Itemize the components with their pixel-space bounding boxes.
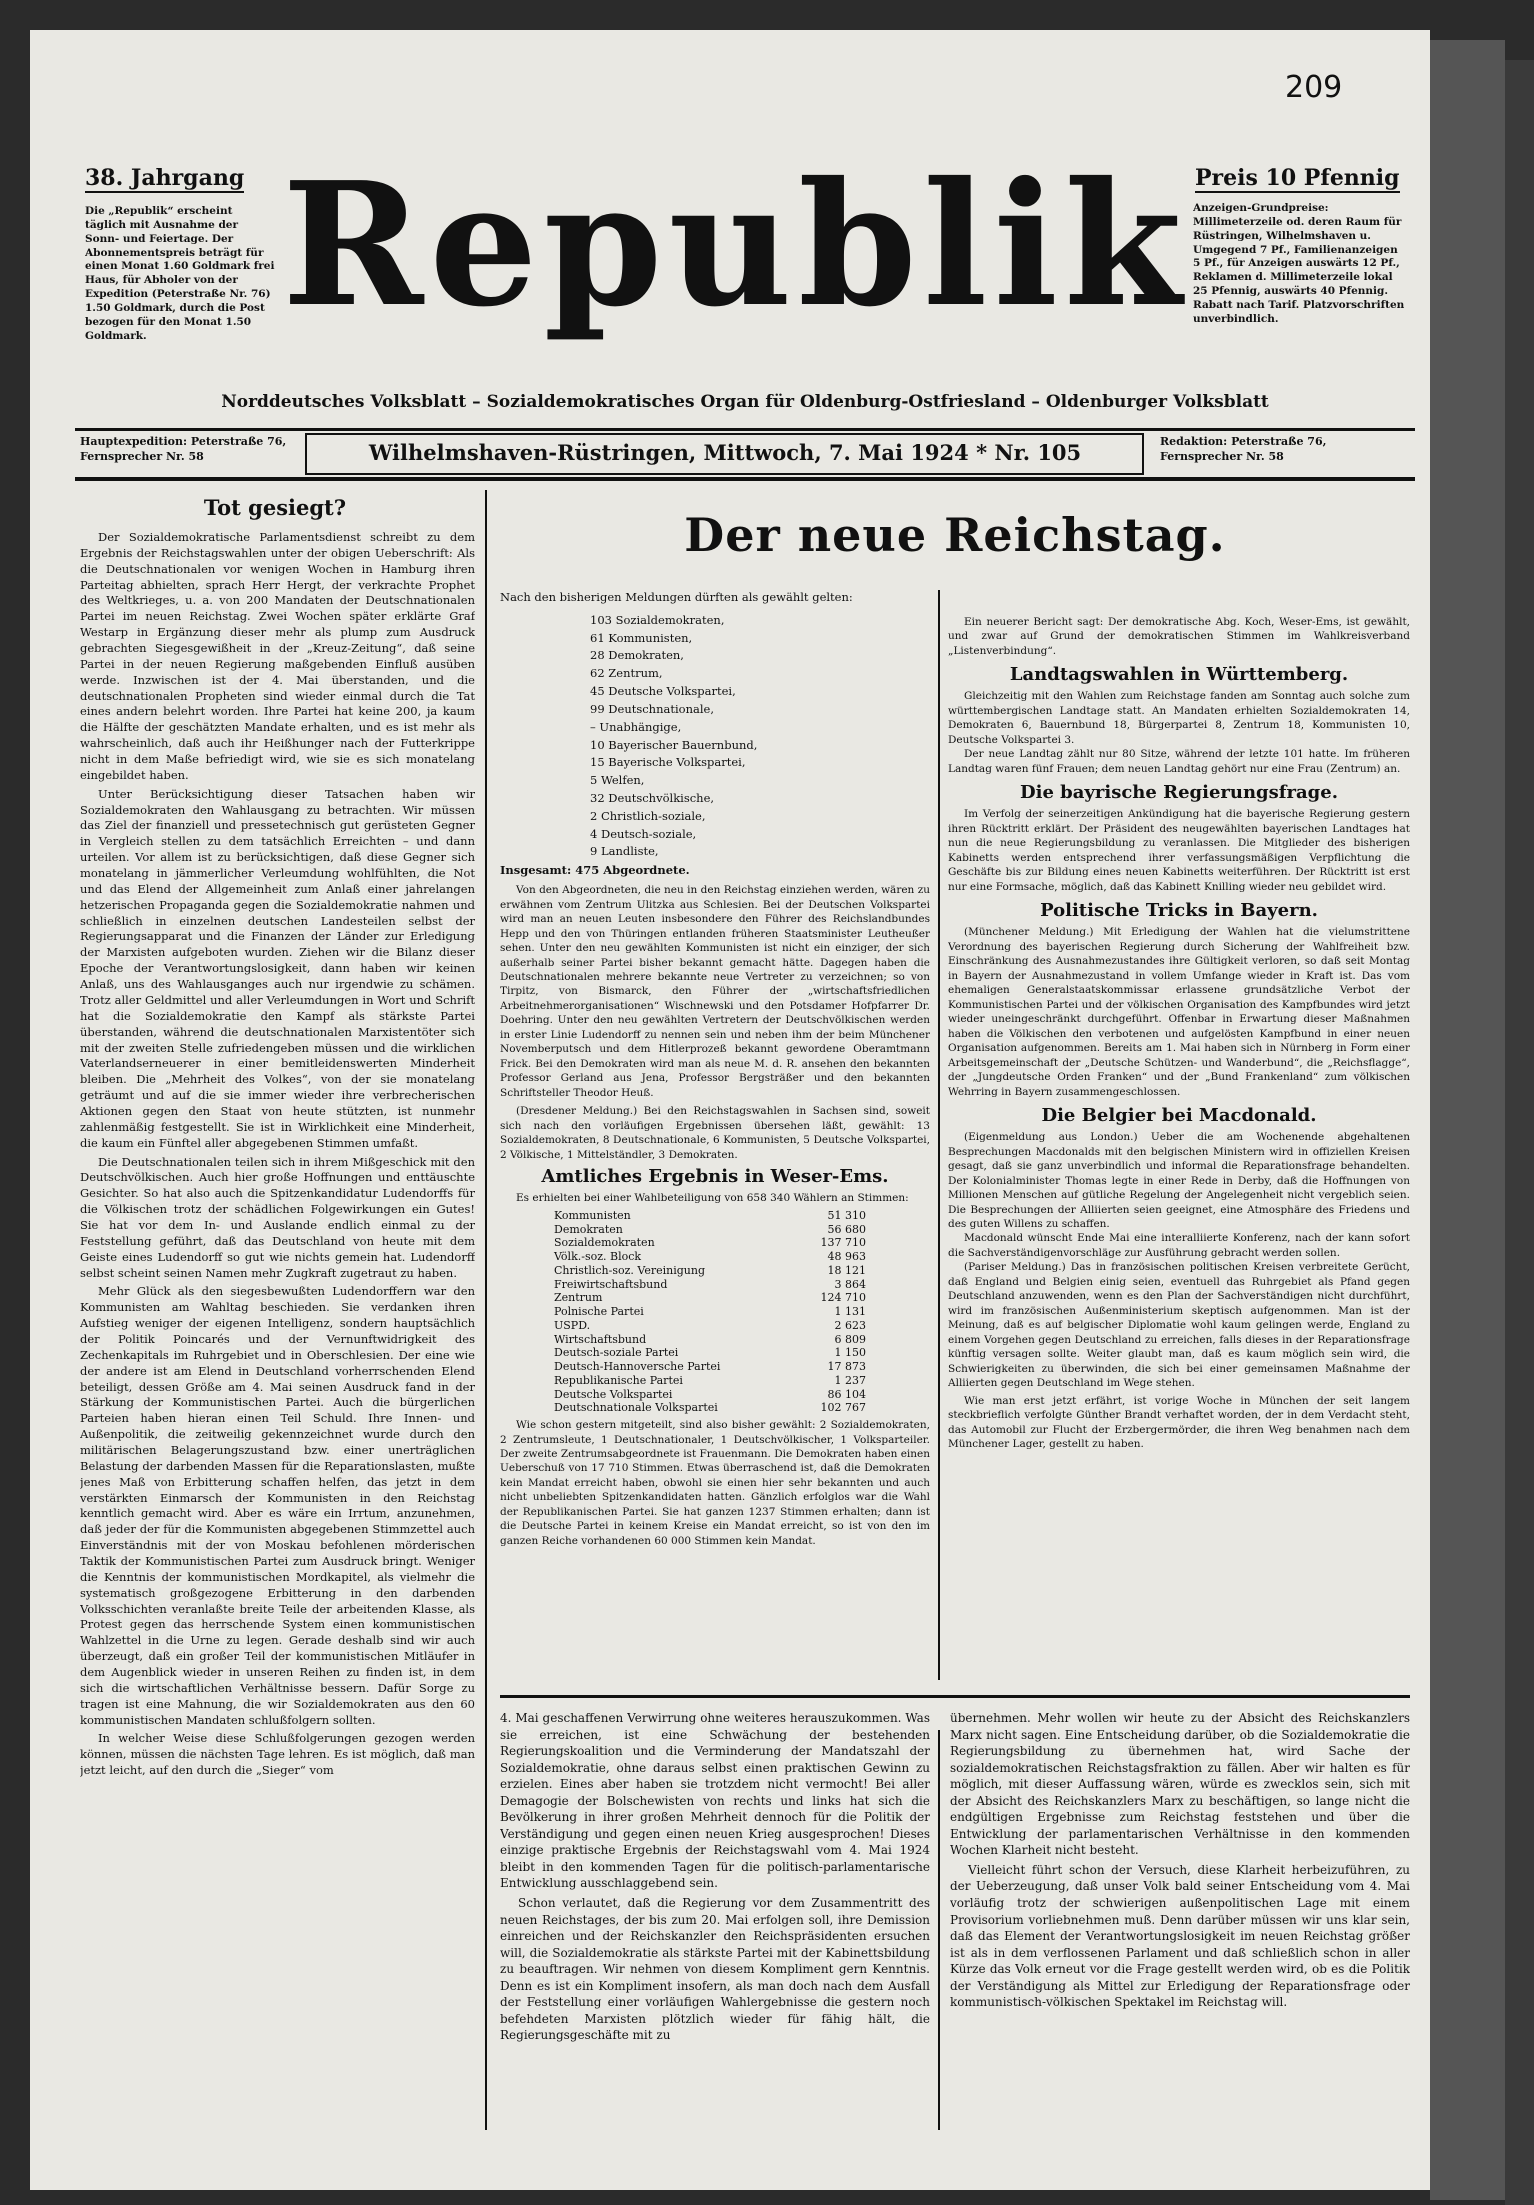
- center-paragraph-2: (Dresdener Meldung.) Bei den Reichstagswahlen in Sachsen sind, soweit sich nach den vorläufigen Ergebnissen übersehen läßt, gewählt: 13 Sozialdemokraten, 8 Deutschnationale, 6 Kommunisten, 5 Deutsche Volkspartei, 2 Völkische, 1 Mittelständler, 3 Demokraten.: [500, 1105, 930, 1161]
- bottom-right-paragraph: Vielleicht führt schon der Versuch, diese Klarheit herbeizuführen, zu der Ueberzeugung, daß unser Volk bald seiner Entscheidung vom 4. Mai vorläufig trotz der schwierigen außenpolitischen Lage mit einem Provisorium vorliebnehmen muß. Denn darüber müssen wir uns klar sein, daß das Element der Verantwortungslosigkeit im neuen Reichstag größer ist als in dem verflossenen Parlament und daß schließlich schon in aller Kürze das Volk erneut vor die Frage gestellt werden wird, ob es die Politik der Verständigung als Mittel zur Erledigung der Reparationsfrage oder kommunistisch-völkischen Spektakel im Reichstag will.: [950, 1862, 1410, 2010]
- page-number: 209: [1285, 70, 1343, 105]
- right-paragraph-1: Gleichzeitig mit den Wahlen zum Reichstage fanden am Sonntag auch solche zum württembergischen Landtage statt. An Mandaten erhielten Sozialdemokraten 14, Demokraten 6, Bauernbund 18, Bürgerpartei 8, Zentrum 18, Kommunisten 10, Deutsche Volkspartei 3.: [948, 690, 1410, 746]
- editorial-info: Redaktion: Peterstraße 76, Fernsprecher Nr. 58: [1160, 435, 1327, 463]
- result-row: [550, 1319, 870, 1333]
- party-seat-item: 61 Kommunisten,: [590, 630, 693, 645]
- newspaper-page: [30, 30, 1430, 2190]
- right-paragraph-2: Im Verfolg der seinerzeitigen Ankündigung hat die bayerische Regierung gestern ihren Rücktritt erklärt. Der Präsident des neugewählten bayerischen Landtages hat nun die neue Regierungsbildung zu veranlassen. Die Mitglieder des bisherigen Kabinetts werden entsprechend ihrer verfassungsmäßigen Verpflichtung die Geschäfte bis zur Bildung eines neuen Kabinetts weiterführen. Der Rücktritt ist erst nur eine Formsache, möglich, daß das Kabinett Knilling wieder neu gebildet wird.: [948, 808, 1410, 893]
- header-rule-bottom: [75, 477, 1415, 481]
- party-seat-item: 28 Demokraten,: [590, 648, 684, 663]
- party-seat-item: 5 Welfen,: [590, 773, 645, 788]
- binding-edge: [1430, 40, 1505, 2200]
- result-party: Sozialdemokraten: [554, 1236, 655, 1250]
- party-seat-item: 2 Christlich-soziale,: [590, 808, 706, 823]
- result-party: Völk.-soz. Block: [554, 1250, 642, 1264]
- left-article-title: Tot gesiegt?: [203, 495, 347, 520]
- result-party: Deutsch-Hannoversche Partei: [554, 1360, 721, 1374]
- right-paragraph-0: Ein neuerer Bericht sagt: Der demokratische Abg. Koch, Weser-Ems, ist gewählt, und zwar auf Grund der demokratischen Stimmen im Wahlkreisverband „Listenverbindung“.: [948, 616, 1410, 657]
- result-row: [550, 1291, 870, 1305]
- result-party: Christlich-soz. Vereinigung: [554, 1263, 705, 1277]
- weser-ems-title: Amtliches Ergebnis in Weser-Ems.: [541, 1166, 889, 1188]
- date-line: Wilhelmshaven-Rüstringen, Mittwoch, 7. Mai 1924 * Nr. 105: [368, 440, 1082, 465]
- result-party: Zentrum: [554, 1291, 603, 1305]
- result-votes: 56 680: [827, 1222, 866, 1236]
- party-seat-item: 103 Sozialdemokraten,: [590, 612, 725, 627]
- result-row: [550, 1374, 870, 1388]
- weser-ems-results-table: [550, 1209, 870, 1415]
- result-votes: 137 710: [820, 1236, 866, 1250]
- result-votes: 2 623: [834, 1318, 866, 1332]
- bottom-middle-paragraph: Schon verlautet, daß die Regierung vor dem Zusammentritt des neuen Reichstages, der bis zum 20. Mai erfolgen soll, ihre Demission einreichen und der Reichskanzler den Reichspräsidenten ersuchen will, die Sozialdemokratie als stärkste Partei mit der Kabinettsbildung zu beauftragen. Wir nehmen von diesem Kompliment gern Kenntnis. Denn es ist ein Kompliment insofern, als man doch nach dem Ausfall der Feststellung einer vorläufigen Wahlergebnisse die gestern noch befehdeten Marxisten plötzlich wieder für fähig hält, die Regierungsgeschäfte mit zu: [500, 1896, 930, 2043]
- result-votes: 6 809: [834, 1332, 866, 1346]
- left-article-body: [80, 530, 475, 2130]
- seat-total: Insgesamt: 475 Abgeordnete.: [500, 863, 690, 878]
- left-paragraph: In welcher Weise diese Schlußfolgerungen gezogen werden können, müssen die nächsten Tage lehren. Es ist möglich, daß man jetzt leicht, auf den durch die „Sieger“ vom: [80, 1731, 475, 1778]
- party-seat-item: 32 Deutschvölkische,: [590, 790, 715, 805]
- result-party: Deutschnationale Volkspartei: [554, 1401, 718, 1415]
- result-row: [550, 1360, 870, 1374]
- left-paragraph: Der Sozialdemokratische Parlamentsdienst schreibt zu dem Ergebnis der Reichstagswahlen unter der obigen Ueberschrift: Als die Deutschnationalen vor wenigen Wochen in Hamburg ihren Parteitag abhielten, sprach Herr Hergt, der verkrachte Prophet des Weltkrieges, u. a. von 200 Mandaten der Deutschnationalen Partei im neuen Reichstag. Zwei Wochen später erklärte Graf Westarp in Ergänzung dieser mehr als plump zum Ausdruck gebrachten Siegesgewißheit in der „Kreuz-Zeitung“, daß seine Partei in der neuen Regierung maßgebenden Einfluß ausüben werde. Inzwischen ist der 4. Mai überstanden, und die deutschnationalen Propheten sind wieder einmal durch die Tat eines andern belehrt worden. Ihre Partei hat keine 200, ja kaum die Hälfte der geschätzten Mandate erhalten, und es ist mehr als wahrscheinlich, daß auch ihr Heißhunger nach der Futterkrippe nicht in dem Maße befriedigt wird, wie sie es sich monatelang eingebildet haben.: [80, 530, 475, 782]
- party-seat-item: 9 Landliste,: [590, 844, 659, 859]
- result-votes: 1 237: [834, 1373, 866, 1387]
- party-seat-item: 4 Deutsch-soziale,: [590, 826, 697, 841]
- wuerttemberg-title: Landtagswahlen in Württemberg.: [1009, 664, 1349, 686]
- result-votes: 48 963: [827, 1250, 866, 1264]
- bottom-middle-column: [500, 1710, 930, 2130]
- center-column: [500, 590, 930, 1690]
- column-rule-3: [938, 1730, 940, 2130]
- right-paragraph-1b: Der neue Landtag zählt nur 80 Sitze, während der letzte 101 hatte. Im früheren Landtag waren fünf Frauen; dem neuen Landtag gehört nur eine Frau (Zentrum) an.: [948, 748, 1410, 775]
- party-seat-item: 15 Bayerische Volkspartei,: [590, 755, 746, 770]
- belgians-title: Die Belgier bei Macdonald.: [1041, 1105, 1317, 1127]
- main-headline: Der neue Reichstag.: [684, 508, 1226, 562]
- left-paragraph: Unter Berücksichtigung dieser Tatsachen haben wir Sozialdemokraten den Wahlausgang zu betrachten. Wir müssen das Ziel der finanziell und pressetechnisch gut gerüsteten Gegner in Vergleich stellen zu dem tatsächlich Erreichten – und dann urteilen. Vor allem ist zu berücksichtigen, daß diese Gegner sich monatelang in jämmerlicher Verleumdung wohlfühlten, die Not und das Elend der Allgemeinheit zum Anlaß einer jahrelangen hetzerischen Propaganda gegen die Sozialdemokratie nahmen und schließlich in einzelnen deutschen Landesteilen selbst der Regierungsapparat und die Finanzen der Länder zur Erledigung der Marxisten aufgeboten wurden. Ziehen wir die Bilanz dieser Epoche der Verantwortungslosigkeit, dann haben wir keinen Anlaß, uns des Wahlausganges auch nur irgendwie zu schämen. Trotz aller Geldmittel und aller Verleumdungen in Wort und Schrift hat die Sozialdemokratie den Kampf als stärkste Partei überstanden, während die deutschnationalen Marxistentöter sich mit der zweiten Stelle zufriedengeben müssen und die wirklichen Vaterlandserneuerer in einer bemitleidenswerten Minderheit bleiben. Die „Mehrheit des Volkes“, von der sie monatelang geträumt und auf die sie immer wieder ihre verbrecherischen Aktionen gegen den Staat von heute stützten, ist nunmehr zahlenmäßig festgestellt. Sie ist in Wirklichkeit eine Minderheit, die kaum ein Fünftel aller abgegebenen Stimmen umfaßt.: [80, 786, 475, 1150]
- result-row: [550, 1223, 870, 1237]
- result-party: Deutsch-soziale Partei: [554, 1346, 679, 1360]
- right-paragraph-7: Wie man erst jetzt erfährt, ist vorige Woche in München der seit langem steckbrieflich verfolgte Günther Brandt verhaftet worden, der in dem Verdacht steht, das Automobil zur Flucht der Erzbergermörder, die ihren Weg benahmen nach dem Münchener Lager, gestellt zu haben.: [948, 1394, 1410, 1451]
- column-rule-2: [938, 590, 940, 1680]
- result-row: [550, 1209, 870, 1223]
- center-intro: Nach den bisherigen Meldungen dürften als gewählt gelten:: [500, 590, 853, 604]
- result-row: [550, 1333, 870, 1347]
- bottom-right-column: [950, 1710, 1410, 2130]
- right-paragraph-3: (Münchener Meldung.) Mit Erledigung der Wahlen hat die vielumstrittene Verordnung des bayerischen Regierung durch Sicherung der Wahlfreiheit bzw. Einschränkung des Ausnahmezustandes ihre Gültigkeit verloren, so daß seit Montag in Bayern der Ausnahmezustand in vollem Umfange wieder in Kraft ist. Das vom ehemaligen Generalstaatskommissar erlassene grundsätzliche Verbot der Kommunistischen Partei und der völkischen Organisation des Kampfbundes wird jetzt wieder uneingeschränkt durchgeführt. Offenbar in Erwartung dieser Maßnahmen haben die Völkischen den verbotenen und aufgelösten Kampfbund in einer neuen Organisation aufgenommen. Bereits am 1. Mai haben sich in Nürnberg in Form einer Arbeitsgemeinschaft der „Deutsche Schützen- und Wanderbund“, die „Reichsflagge“, der „Jungdeutsche Orden Franken“ und der „Bund Frankenland“ zum völkischen Wehrring in Bayern zusammengeschlossen.: [948, 926, 1410, 1098]
- ad-price-info: Anzeigen-Grundpreise: Millimeterzeile od. deren Raum für Rüstringen, Wilhelmshaven u. Umgegend 7 Pf., Familienanzeigen 5 Pf., für Anzeigen auswärts 12 Pf., Reklamen d. Millimeterzeile lokal 25 Pfennig, auswärts 40 Pfennig. Rabatt nach Tarif. Platzvorschriften unverbindlich.: [1193, 202, 1405, 325]
- result-votes: 17 873: [827, 1360, 866, 1374]
- volume-label: 38. Jahrgang: [85, 165, 245, 191]
- party-seat-list: [590, 612, 930, 861]
- result-row: [550, 1264, 870, 1278]
- bottom-middle-paragraph: 4. Mai geschaffenen Verwirrung ohne weiteres herauszukommen. Was sie erreichen, ist eine Schwächung der bestehenden Regierungskoalition und die Verminderung der Mandatszahl der Sozialdemokratie, ohne daraus selbst einen praktischen Gewinn zu erzielen. Eines aber haben sie trotzdem nicht vermocht! Bei aller Demagogie der Bolschewisten von rechts und links hat sich die Bevölkerung in ihrer großen Mehrheit dennoch für die Politik der Verständigung und gegen einen neuen Krieg ausgesprochen! Dieses einzige praktische Ergebnis der Reichstagswahl vom 4. Mai 1924 bleibt in den kommenden Tagen für die politisch-parlamentarische Entwicklung ausschlaggebend sein.: [500, 1711, 930, 1891]
- center-paragraph-3: Wie schon gestern mitgeteilt, sind also bisher gewählt: 2 Sozialdemokraten, 2 Zentrumsleute, 1 Deutschnationaler, 1 Deutschvölkischer, 1 Volksparteiler. Der zweite Zentrumsabgeordnete ist Frauenmann. Die Demokraten haben einen Ueberschuß von 17 710 Stimmen. Etwas überraschend ist, daß die Demokraten kein Mandat erreicht haben, obwohl sie einen hier sehr bekannten und auch nicht unbeliebten Spitzenkandidaten hatten. Gänzlich erfolglos war die Wahl der Republikanischen Partei. Sie hat ganzen 1237 Stimmen erhalten; dann ist die Deutsche Partei in keinem Kreise ein Mandat erreicht, so ist von den im ganzen Reiche vorhandenen 60 000 Stimmen kein Mandat.: [500, 1419, 930, 1547]
- result-party: Demokraten: [554, 1222, 623, 1236]
- center-paragraph-1: Von den Abgeordneten, die neu in den Reichstag einziehen werden, wären zu erwähnen vom Zentrum Ulitzka aus Schlesien. Bei der Deutschen Volkspartei wird man an neuen Leuten insbesondere den Führer des Reichslandbundes Hepp und den von Thüringen entlanden früheren Staatsminister Leutheußer sehen. Unter den neu gewählten Kommunisten ist nicht ein einziger, der sich außerhalb seiner Partei bisher bekannt gemacht hätte. Dagegen haben die Deutschnationalen mehrere bekannte neue Vertreter zu verzeichnen; so von Tirpitz, von Bismarck, den Führer der „wirtschaftsfriedlichen Arbeitnehmerorganisationen“ Wischnewski und den Potsdamer Hofpfarrer Dr. Doehring. Unter den neu gewählten Vertretern der Deutschvölkischen werden in erster Linie Ludendorff zu nennen sein und neben ihm der beim Münchener Novemberputsch und dem Hitlerprozeß bekannt gewordene Oberamtmann Frick. Bei den Demokraten wird man als neue M. d. R. ansehen den bekannten Professor Gerland aus Jena, Professor Bergsträßer und den bekannten Schriftsteller Theodor Heuß.: [500, 884, 930, 1099]
- bottom-section-rule: [500, 1695, 1410, 1698]
- party-seat-item: 10 Bayerischer Bauernbund,: [590, 737, 758, 752]
- party-seat-item: 45 Deutsche Volkspartei,: [590, 684, 736, 699]
- right-paragraph-6: (Pariser Meldung.) Das in französischen politischen Kreisen verbreitete Gerücht, daß England und Belgien einig seien, eventuell das Ruhrgebiet als Pfand gegen Deutschland anzuwenden, wenn es den Plan der Sachverständigen nicht durchführt, wird im französischen Außenministerium skeptisch aufgenommen. Man ist der Meinung, daß es auf belgischer Diplomatie wohl kaum gelingen werde, England zu einem Vorgehen gegen Deutschland zu erreichen, falls dieses in der Reparationsfrage künftig versagen sollte. Weiter glaubt man, daß es kaum möglich sein wird, die Schwierigkeiten zu überwinden, die sich bei einer gemeinsamen Maßnahme der Alliierten gegen Deutschland im Wege stehen.: [948, 1261, 1410, 1390]
- result-votes: 18 121: [827, 1263, 866, 1277]
- party-seat-item: 99 Deutschnationale,: [590, 701, 714, 716]
- result-votes: 102 767: [820, 1401, 866, 1415]
- result-votes: 51 310: [827, 1208, 866, 1222]
- subscription-info: Die „Republik“ erscheint täglich mit Ausnahme der Sonn- und Feiertage. Der Abonnementspreis beträgt für einen Monat 1.60 Goldmark frei Haus, für Abholer von der Expedition (Peterstraße Nr. 76) 1.50 Goldmark, durch die Post bezogen für den Monat 1.50 Goldmark.: [85, 205, 275, 342]
- right-paragraph-4: (Eigenmeldung aus London.) Ueber die am Wochenende abgehaltenen Besprechungen Macdonalds mit den belgischen Ministern wird in offiziellen Kreisen gesagt, daß sie ganz unverbindlich und informal die Reparationsfrage behandelten. Der Kolonialminister Thomas legte in einer Rede in Derby, daß die Hoffnungen von Millionen Menschen auf gütliche Regelung der Angelegenheit nicht vergeblich seien. Die Besprechungen der Alliierten seien geeignet, eine Atmosphäre des Friedens und des guten Willens zu schaffen.: [948, 1131, 1410, 1230]
- price-label: Preis 10 Pfennig: [1195, 165, 1400, 191]
- result-votes: 3 864: [834, 1277, 866, 1291]
- bavaria-government-title: Die bayrische Regierungsfrage.: [1020, 782, 1338, 804]
- result-votes: 1 150: [834, 1346, 866, 1360]
- header-rule-top: [75, 428, 1415, 431]
- result-party: Kommunisten: [554, 1208, 631, 1222]
- bottom-right-paragraph: übernehmen. Mehr wollen wir heute zu der Absicht des Reichskanzlers Marx nicht sagen. Eine Entscheidung darüber, ob die Sozialdemokratie die Regierungsbildung zu übernehmen hat, wird Sache der sozialdemokratischen Reichstagsfraktion zu fällen. Aber wir halten es für möglich, mit dieser Auffassung wären, würde es zwecklos sein, sich mit der Absicht des Reichskanzlers Marx zu beschäftigen, so lange nicht die endgültigen Ergebnisse zum Reichstag feststehen und über die Entwicklung der parlamentarischen Verhältnisse in den kommenden Wochen Klarheit nicht besteht.: [950, 1711, 1410, 1858]
- result-party: Polnische Partei: [554, 1305, 644, 1319]
- bavaria-tricks-title: Politische Tricks in Bayern.: [1040, 900, 1318, 922]
- left-paragraph: Mehr Glück als den siegesbewußten Ludendorffern war den Kommunisten am Wahltag beschieden. Sie verdanken ihren Aufstieg weniger der eigenen Intelligenz, sondern hauptsächlich der Politik Poincarés und der Vernunftwidrigkeit des Zechenkapitals im Ruhrgebiet und in Oberschlesien. Der eine wie der andere ist am Elend in Deutschland vorherrschenden Elend beteiligt, dessen Größe am 4. Mai seinen Ausdruck fand in der Stärkung der Kommunistischen Partei. Auch die bürgerlichen Parteien haben hieran einen Teil Schuld. Ihre Innen- und Außenpolitik, die zeitweilig gekennzeichnet wurde durch den militärischen Belagerungszustand bzw. einer unerträglichen Belastung der darbenden Massen für die Reparationslasten, mußte jenes Maß von Erbitterung schaffen helfen, das jetzt in dem verstärkten Einmarsch der Kommunisten in den Reichstag kenntlich gemacht wird. Aber es wäre ein Irrtum, anzunehmen, daß jeder der für die Kommunisten abgegebenen Stimmzettel auch Einverständnis mit der von Moskau befohlenen mörderischen Taktik der Kommunistischen Partei zum Ausdruck bringt. Weniger die Kenntnis der kommunistischen Mordkapitel, als vielmehr die systematisch großgezogene Erbitterung in den darbenden Volksschichten veranlaßte breite Teile der arbeitenden Klasse, als Protest gegen das herrschende System einen kommunistischen Wahlzettel in die Urne zu legen. Gerade deshalb sind wir auch überzeugt, daß ein großer Teil der kommunistischen Mitläufer in dem Augenblick wieder in unseren Reihen zu finden ist, in dem sich die wirtschaftlichen Verhältnisse bessern. Dafür Sorge zu tragen ist eine Mahnung, die wir Sozialdemokraten aus den 60 kommunistischen Mandaten schlußfolgern sollten.: [80, 1284, 475, 1727]
- result-votes: 86 104: [827, 1387, 866, 1401]
- result-party: Deutsche Volkspartei: [554, 1387, 673, 1401]
- expedition-info: Hauptexpedition: Peterstraße 76, Fernsprecher Nr. 58: [80, 435, 287, 463]
- column-rule-1: [485, 490, 487, 2130]
- result-row: [550, 1305, 870, 1319]
- result-row: [550, 1278, 870, 1292]
- result-party: Freiwirtschaftsbund: [554, 1277, 668, 1291]
- result-row: [550, 1236, 870, 1250]
- weser-ems-intro: Es erhielten bei einer Wahlbeteiligung von 658 340 Wählern an Stimmen:: [516, 1192, 909, 1205]
- party-seat-item: – Unabhängige,: [590, 719, 682, 734]
- result-row: [550, 1401, 870, 1415]
- result-party: USPD.: [554, 1318, 591, 1332]
- result-votes: 1 131: [834, 1305, 866, 1319]
- result-row: [550, 1346, 870, 1360]
- party-seat-item: 62 Zentrum,: [590, 666, 663, 681]
- right-paragraph-5: Macdonald wünscht Ende Mai eine interalliierte Konferenz, nach der kann sofort die Sachverständigenvorschläge zur Ausführung gebracht werden sollen.: [948, 1232, 1410, 1259]
- left-paragraph: Die Deutschnationalen teilen sich in ihrem Mißgeschick mit den Deutschvölkischen. Auch hier große Hoffnungen und enttäuschte Gesichter. So hat also auch die Spitzenkandidatur Ludendorffs für die Völkischen trotz der schädlichen Folgewirkungen ein Gutes! Sie hat vor dem In- und Auslande endlich einmal zu der Feststellung geführt, daß das Deutschland von heute mit dem Geiste eines Ludendorff so gut wie nichts gemein hat. Ludendorff selbst scheint seinen Namen mehr Zugkraft zugetraut zu haben.: [80, 1154, 475, 1280]
- masthead-subtitle: Norddeutsches Volksblatt – Sozialdemokratisches Organ für Oldenburg-Ostfriesland – Oldenburger Volksblatt: [221, 392, 1269, 412]
- masthead-title: Republik: [282, 145, 1188, 345]
- result-row: [550, 1250, 870, 1264]
- result-party: Wirtschaftsbund: [554, 1332, 647, 1346]
- right-column: [948, 615, 1410, 1690]
- binding-shadow: [1505, 60, 1534, 2205]
- result-party: Republikanische Partei: [554, 1373, 683, 1387]
- result-row: [550, 1388, 870, 1402]
- result-votes: 124 710: [820, 1291, 866, 1305]
